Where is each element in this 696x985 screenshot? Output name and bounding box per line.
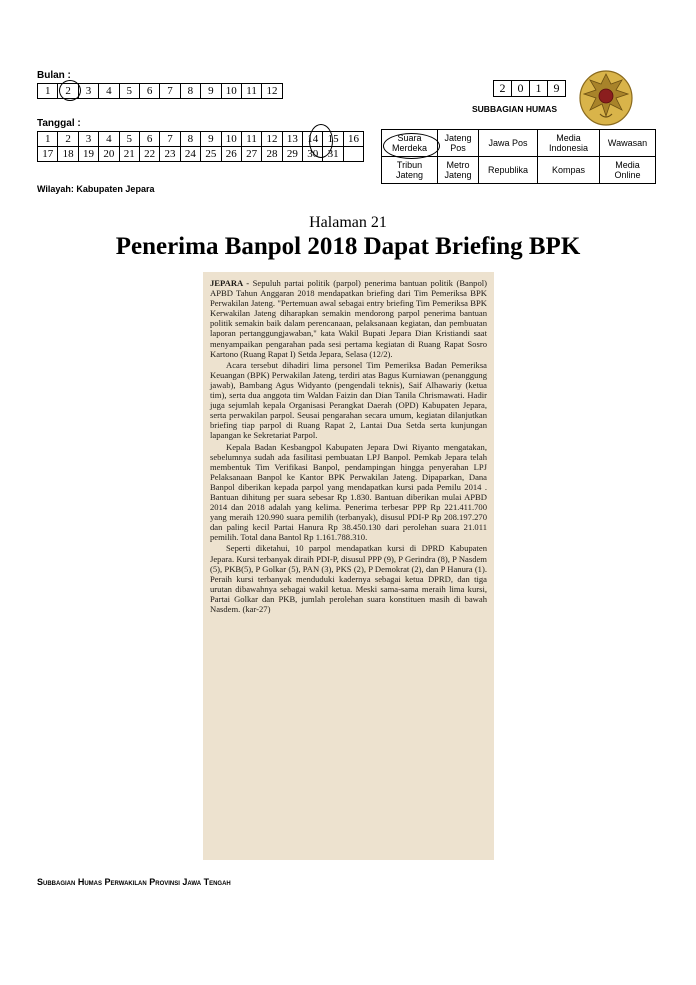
- grid-cell: 10: [221, 84, 241, 99]
- grid-cell: 25: [201, 147, 221, 162]
- tanggal-selected-circle: [309, 124, 333, 158]
- wilayah-label: Wilayah: Kabupaten Jepara: [37, 184, 155, 194]
- grid-cell: 23: [160, 147, 180, 162]
- grid-cell: 0: [512, 81, 530, 97]
- grid-cell: 3: [78, 84, 98, 99]
- grid-cell: 19: [78, 147, 98, 162]
- grid-cell: 22: [139, 147, 159, 162]
- tanggal-label: Tanggal :: [37, 118, 81, 129]
- page-number: Halaman 21: [309, 214, 387, 231]
- paragraph-text: Sepuluh partai politik (parpol) penerima bantuan politik (Banpol) APBD Tahun Anggaran 2018 mendapatkan briefing dari Tim Pemeriksa BPK Perwakilan Jateng. "Pertemuan awal sebagai entry briefing Tim Pemeriksa BPK Kerwakilan Jateng diharapkan semakin mendorong parpol penerima bantuan politik semakin baik dalam perencanaan, pelaksanaan kegiatan, dan pembuatan laporan pertanggungjawaban," kata Wakil Bupati Jepara Dian Kristiandi saat menyampaikan pengarahan pada sesi pertama kegiatan di Ruang Rapat Sosro Kartono (Ruang Rapat I) Setda Jepara, Selasa (12/2).: [210, 278, 487, 359]
- grid-cell: 1: [38, 132, 58, 147]
- grid-cell: 31: [323, 147, 343, 162]
- footer: Subbagian Humas Perwakilan Provinsi Jawa Tengah: [37, 877, 231, 887]
- grid-cell: 4: [99, 132, 119, 147]
- grid-cell: 1: [530, 81, 548, 97]
- media-selected-circle: [383, 133, 440, 159]
- media-cell: Republika: [479, 157, 538, 184]
- grid-cell: 8: [180, 132, 200, 147]
- grid-cell: 12: [262, 132, 282, 147]
- grid-cell: 11: [241, 84, 261, 99]
- media-cell: Tribun Jateng: [382, 157, 438, 184]
- grid-cell: 2: [58, 84, 78, 99]
- article-paragraph: Acara tersebut dihadiri lima personel Tim Pemeriksa Badan Pemeriksa Keuangan (BPK) Perwakilan Jateng, terdiri atas Bagus Kurniawan (penanggung jawab), Bambang Agus Widyanto (pengendali teknis), Saif Alhawariy (ketua tim), serta dua anggota tim Waldan Faizin dan Dian Tanila Chrismawati. Hadir juga sejumlah kepala Organisasi Perangkat Daerah (OPD) Kabupaten Jepara, serta perwakilan parpol. Seusai pengarahan secara umum, kegiatan dilanjutkan briefing tiap parpol di Ruang Rapat 2, Lantai Dua Setda serta kunjungan lapangan ke Sekretariat Parpol.: [210, 359, 487, 441]
- media-cell: Jawa Pos: [479, 130, 538, 157]
- bulan-label: Bulan :: [37, 70, 71, 81]
- grid-cell: 11: [241, 132, 261, 147]
- grid-cell: 21: [119, 147, 139, 162]
- grid-cell: 4: [99, 84, 119, 99]
- garuda-emblem-icon: [578, 66, 634, 126]
- grid-cell: 6: [139, 84, 159, 99]
- grid-cell: 13: [282, 132, 302, 147]
- dateline: JEPARA -: [210, 278, 250, 288]
- grid-cell: 2: [58, 132, 78, 147]
- grid-cell: 5: [119, 132, 139, 147]
- media-cell: Wawasan: [600, 130, 656, 157]
- grid-cell: 8: [180, 84, 200, 99]
- grid-cell: 9: [548, 81, 566, 97]
- article-paragraph: Kepala Badan Kesbangpol Kabupaten Jepara Dwi Riyanto mengatakan, sebelumnya sudah ada fasilitasi pembuatan LPJ Banpol. Pemkab Jepara telah membentuk Tim Verifikasi Banpol, pendampingan hingga penyerahan LPJ Pelaksanaan Banpol ke Kantor BPK Perwakilan Jateng. Dipaparkan, Dana Banpol diberikan kepada parpol yang mendapatkan kursi pada Pemilu 2014 . Bantuan dihitung per suara sebesar Rp 1.830. Bantuan diberikan mulai APBD 2014 dan 2018 adalah yang kelima. Penerima terbesar PPP Rp 221.411.700 yang meraih 120.990 suara pemilih (terbanyak), disusul PDI-P Rp 208.197.270 dan paling kecil Partai Hanura Rp 38.450.130 dari perolehan suara 21.011 pemilih. Total dana Bantol Rp 1.161.788.310.: [210, 441, 487, 543]
- grid-cell: 7: [160, 132, 180, 147]
- grid-cell: 28: [262, 147, 282, 162]
- grid-cell: 30: [303, 147, 323, 162]
- media-cell: Media Online: [600, 157, 656, 184]
- grid-cell: 9: [201, 84, 221, 99]
- grid-cell: 12: [262, 84, 282, 99]
- grid-cell: 2: [494, 81, 512, 97]
- headline: Penerima Banpol 2018 Dapat Briefing BPK: [115, 233, 581, 260]
- subbagian-humas: SUBBAGIAN HUMAS: [472, 104, 557, 114]
- newspaper-clipping: [203, 272, 494, 860]
- grid-cell: [343, 147, 363, 162]
- grid-cell: 1: [38, 84, 58, 99]
- media-cell: Jateng Pos: [438, 130, 479, 157]
- grid-cell: 10: [221, 132, 241, 147]
- grid-cell: 29: [282, 147, 302, 162]
- grid-cell: 9: [201, 132, 221, 147]
- grid-cell: 27: [241, 147, 261, 162]
- media-cell: Media Indonesia: [538, 130, 600, 157]
- grid-cell: 17: [38, 147, 58, 162]
- grid-cell: 18: [58, 147, 78, 162]
- grid-cell: 5: [119, 84, 139, 99]
- media-cell: Kompas: [538, 157, 600, 184]
- grid-cell: 20: [99, 147, 119, 162]
- grid-cell: 24: [180, 147, 200, 162]
- grid-cell: 16: [343, 132, 363, 147]
- media-cell: Suara Merdeka: [382, 130, 438, 157]
- grid-cell: 14: [303, 132, 323, 147]
- grid-cell: 3: [78, 132, 98, 147]
- bulan-selected-circle: [59, 80, 81, 101]
- grid-cell: 26: [221, 147, 241, 162]
- article-paragraph: [210, 278, 487, 359]
- article-paragraph: Seperti diketahui, 10 parpol mendapatkan kursi di DPRD Kabupaten Jepara. Kursi terbanyak diraih PDI-P, disusul PPP (9), P Gerindra (8), P Nasdem (5), PKB(5), P Golkar (5), PAN (3), PKS (2), P Demokrat (2), dan P Hanura (1). Peraih kursi terbanyak menduduki kadernya sebagai ketua DPRD, dan tiga urutan dibawahnya sebagai wakil ketua. Meski sama-sama meraih lima kursi, Partai Golkar dan PKB, jumlah perolehan suara konstituen masih di bawah Nasdem. (kar-27): [210, 543, 487, 614]
- grid-cell: 7: [160, 84, 180, 99]
- grid-cell: 15: [323, 132, 343, 147]
- grid-cell: 6: [139, 132, 159, 147]
- media-cell: Metro Jateng: [438, 157, 479, 184]
- year-table: [493, 80, 566, 97]
